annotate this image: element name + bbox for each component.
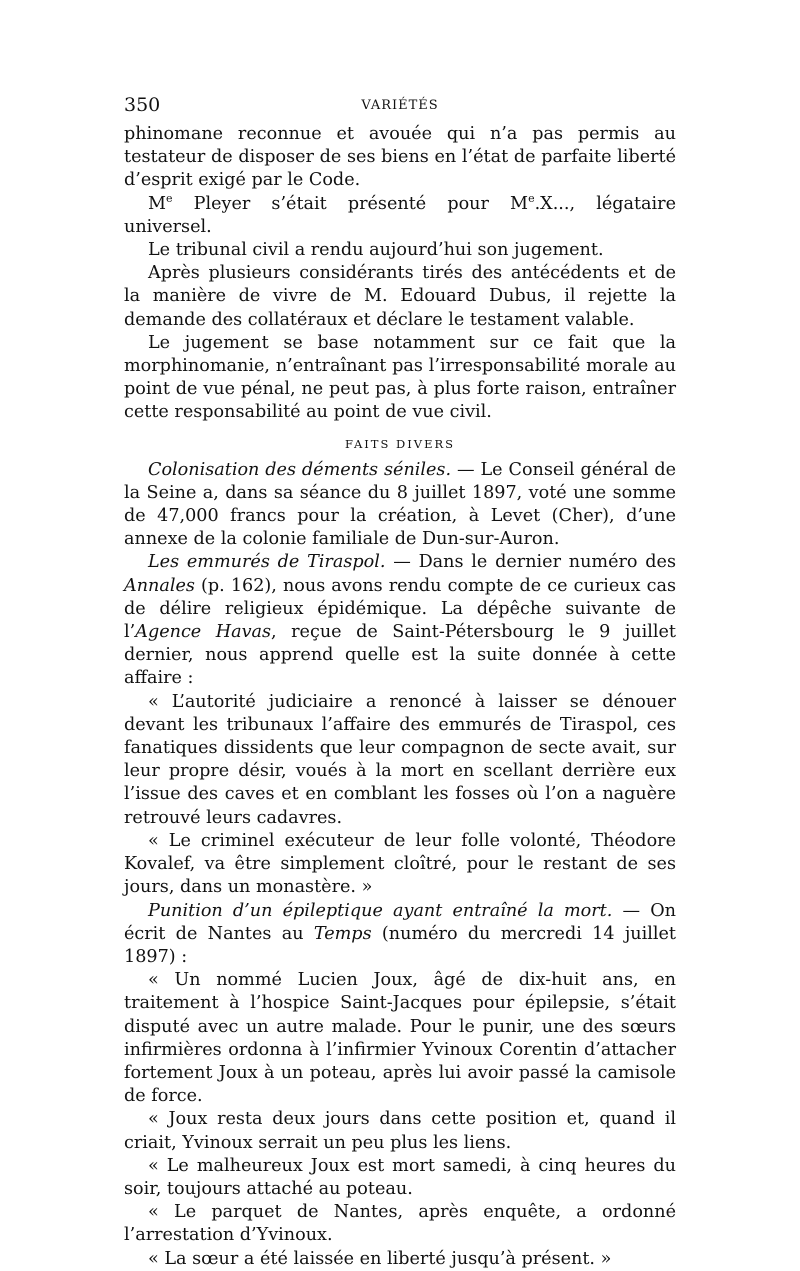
quote-paragraph: « Le parquet de Nantes, après enquête, a ordonné l’arrestation d’Yvinoux.	[124, 1202, 676, 1246]
quote-paragraph: « Un nommé Lucien Joux, âgé de dix-huit ans, en traitement à l’hospice Saint-Jacques pour épilepsie, s’était disputé avec un autre malade. Pour le punir, une des sœurs infirmières ordonna à l’infirmier Yvinoux Corentin d’attacher fortement Joux à un poteau, après lui avoir passé la camisole de force.	[124, 970, 676, 1107]
news-item-title: Colonisation des déments séniles.	[148, 459, 452, 480]
quote-paragraph: « Le criminel exécuteur de leur folle volonté, Théodore Kovalef, va être simplement cloîtré, pour le restant de ses jours, dans un monastère. »	[124, 830, 676, 898]
page	[124, 92, 676, 1271]
paragraph-pleyer: Me Pleyer s’était présenté pour Me.X..., légataire universel.	[124, 191, 676, 237]
news-item-tiraspol: Les emmurés de Tiraspol. — Dans le dernier numéro des Annales (p. 162), nous avons rendu compte de ce curieux cas de délire religieux épidémique. La dépêche suivante de l’Agence Havas, reçue de Saint-Pétersbourg le 9 juillet dernier, nous apprend quelle est la suite donnée à cette affaire :	[124, 552, 676, 689]
page-number: 350	[124, 94, 161, 116]
news-item-punition: Punition d’un épileptique ayant entraîné la mort. — On écrit de Nantes au Temps (numéro du mercredi 14 juillet 1897) :	[124, 900, 676, 967]
quote-paragraph: « L’autorité judiciaire a renoncé à laisser se dénouer devant les tribunaux l’affaire des emmurés de Tiraspol, ces fanatiques dissidents que leur compagnon de secte avait, sur leur propre désir, voués à la mort en scellant derrière eux l’issue des caves et en comblant les fosses où l’on a naguère retrouvé leurs cadavres.	[124, 691, 676, 828]
paragraph: phinomane reconnue et avouée qui n’a pas permis au testateur de disposer de ses biens en l’état de parfaite liberté d’esprit exigé par le Code.	[124, 124, 676, 191]
quote-paragraph: « Le malheureux Joux est mort samedi, à cinq heures du soir, toujours attaché au poteau.	[124, 1155, 676, 1199]
paragraph: Après plusieurs considérants tirés des antécédents et de la manière de vivre de M. Edouard Dubus, il rejette la demande des collatéraux et déclare le testament valable.	[124, 263, 676, 330]
quote-paragraph: « Joux resta deux jours dans cette position et, quand il criait, Yvinoux serrait un peu plus les liens.	[124, 1109, 676, 1153]
running-title: VARIÉTÉS	[361, 98, 439, 113]
news-item-colonisation: Colonisation des déments séniles. — Le Conseil général de la Seine a, dans sa séance du 8 juillet 1897, voté une somme de 47,000 francs pour la création, à Levet (Cher), d’une annexe de la colonie familiale de Dun-sur-Auron.	[124, 459, 676, 550]
paragraph: Le tribunal civil a rendu aujourd’hui son jugement.	[148, 240, 604, 261]
quote-paragraph: « La sœur a été laissée en liberté jusqu’à présent. »	[148, 1248, 612, 1269]
news-item-title: Les emmurés de Tiraspol.	[148, 552, 386, 573]
section-title: FAITS DIVERS	[344, 436, 456, 451]
page-header	[124, 92, 676, 118]
paragraph: Le jugement se base notamment sur ce fait que la morphinomanie, n’entraînant pas l’irresponsabilité morale au point de vue pénal, ne peut pas, à plus forte raison, entraîner cette responsabilité au point de vue civil.	[124, 332, 676, 423]
news-item-title: Punition d’un épileptique ayant entraîné la mort.	[148, 900, 613, 921]
page-body	[124, 123, 676, 1271]
